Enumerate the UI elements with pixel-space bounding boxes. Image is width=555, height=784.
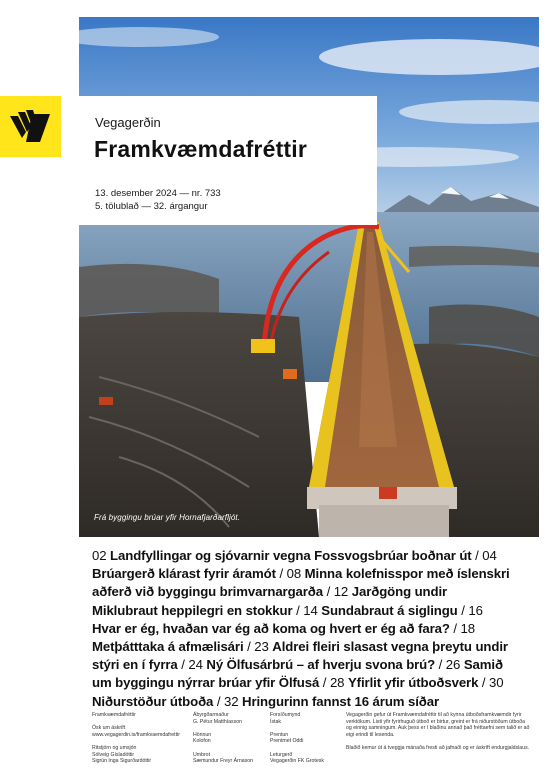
toc-separator: / (177, 657, 189, 673)
toc-entry (178, 657, 435, 672)
toc-page-number: 04 (482, 548, 497, 563)
colophon-column-1 (92, 712, 187, 771)
colophon-block (193, 712, 268, 725)
toc-title: Brúargerð klárast fyrir áramót (92, 566, 276, 582)
colophon-block (270, 732, 340, 745)
toc-entry (319, 675, 478, 690)
colophon-block (193, 732, 268, 745)
colophon-block (270, 752, 340, 765)
colophon-line: Vegagerðin gefur út Framkvæmdafréttir til að kynna útboðsframkvæmdir fyrir verktökum. Listi yfir fyrirhuguð útboð er birtur, greint er frá niðurstöðum útboða og einnig samningum. Auk þess er í blaðinu annað það fréttaefni sem talið er að eigi erindi til lesenda. (346, 712, 530, 738)
toc-title: Samið um byggingu nýrrar brúar yfir Ölfusá (92, 657, 503, 691)
toc-title: Aldrei fleiri slasast vegna þreytu undir stýri en í fyrra (92, 639, 508, 673)
toc-page-number: 16 (468, 602, 483, 618)
colophon-line: Ábyrgðarmaður (193, 712, 229, 718)
issue-date: 13. desember 2024 — nr. 733 (95, 188, 221, 199)
issue-volume: 5. tölublað — 32. árgangur (95, 201, 208, 212)
toc-page-number: 14 (303, 602, 322, 618)
toc-page-number: 08 (286, 566, 305, 582)
colophon-block (270, 712, 340, 725)
colophon-column-3 (270, 712, 340, 771)
toc-title: Jarðgöng undir Miklubraut heppilegri en stokkur (92, 584, 448, 618)
colophon-block (92, 725, 187, 738)
colophon-block (92, 712, 187, 719)
toc-title: Niðurstöður útboða (92, 693, 214, 709)
toc-page-number: 32 (223, 693, 243, 709)
colophon-block (92, 745, 187, 765)
colophon-line: www.vegagerdin.is/framkvaemdafrettir (92, 731, 180, 738)
colophon-line: Sólveig Gísladóttir (92, 751, 135, 758)
colophon-column-2 (193, 712, 268, 771)
toc-separator: / (292, 602, 304, 618)
toc-separator: / (275, 566, 287, 582)
colophon-line: Leturgerð (270, 751, 293, 758)
toc-separator: / (471, 548, 483, 563)
toc-page-number: 24 (188, 657, 207, 673)
issue-info (95, 187, 221, 213)
toc-page-number: 23 (254, 639, 273, 655)
brand-block (0, 96, 61, 157)
toc-page-number: 30 (489, 675, 504, 691)
colophon-line: Prentmet Oddi (270, 738, 304, 745)
colophon-line: Umbrot (193, 751, 211, 758)
publication-title: Framkvæmdafréttir (94, 136, 308, 162)
toc-separator: / (435, 657, 446, 673)
toc-separator: / (243, 639, 255, 655)
publisher-name: Vegagerðin (95, 115, 161, 130)
cover-photo (79, 17, 539, 537)
toc-separator: / (319, 675, 330, 691)
colophon-block (346, 712, 532, 738)
bridge-construction-photo (79, 17, 539, 537)
colophon-line: Ritstjórn og umsjón (92, 744, 137, 751)
photo-caption: Frá byggingu brúar yfir Hornafjarðarfljót. (94, 513, 241, 522)
toc-title: Hringurinn fannst 16 árum síðar (242, 693, 439, 709)
colophon-line: Forsíðumynd (270, 712, 301, 718)
colophon (92, 712, 532, 772)
toc-entry (92, 548, 472, 563)
toc-separator: / (213, 693, 224, 709)
toc-title: Yfirlit yfir útboðsverk (347, 675, 479, 691)
colophon-block (346, 745, 532, 752)
toc-title: Sundabraut á siglingu (321, 602, 458, 618)
colophon-line: G. Pétur Matthíasson (193, 718, 243, 725)
toc-page-number: 18 (460, 620, 475, 636)
colophon-line: Framkvæmdafréttir (92, 712, 136, 718)
toc-title: Landfyllingar og sjóvarnir vegna Fossvogsbrúar boðnar út (110, 548, 472, 563)
toc-entry (293, 603, 458, 618)
colophon-column-4 (346, 712, 532, 758)
toc-title: Metþátttaka á afmælisári (92, 639, 244, 655)
toc-entry (213, 694, 439, 709)
toc-title: Ný Ölfusárbrú – af hverju svona brú? (206, 657, 436, 673)
toc-page-number: 28 (329, 675, 348, 691)
toc-page-number: 26 (445, 657, 464, 673)
toc-separator: / (323, 584, 334, 600)
colophon-line: Hönnun (193, 731, 212, 738)
colophon-line: Sigrún Inga Sigurðardóttir (92, 758, 152, 765)
toc-title: Hvar er ég, hvaðan var ég að koma og hvert er ég að fara? (92, 620, 450, 636)
toc-separator: / (457, 602, 469, 618)
toc-separator: / (449, 620, 461, 636)
toc-separator: / (478, 675, 490, 691)
table-of-contents (92, 547, 512, 711)
colophon-block (193, 752, 268, 765)
colophon-line: Sæmundur Freyr Árnason (193, 758, 253, 765)
colophon-line: Vegagerðin FK Grotesk (270, 758, 324, 765)
vegagerdin-logo-icon (8, 110, 54, 144)
colophon-line: Ístak (270, 718, 281, 725)
title-box (79, 96, 377, 225)
colophon-line: Ósk um áskrift (92, 725, 126, 732)
colophon-line: Kolofon (193, 738, 211, 745)
toc-title: Minna kolefnisspor með íslenskri aðferð við byggingu brimvarnargarða (92, 566, 510, 600)
colophon-line: Prentun (270, 731, 289, 738)
toc-page-number: 02 (92, 548, 111, 563)
colophon-line: Blaðið kemur út á tveggja mánaða fresti að jafnaði og er áskrift endurgjaldslaus. (346, 744, 530, 751)
toc-page-number: 12 (333, 584, 352, 600)
